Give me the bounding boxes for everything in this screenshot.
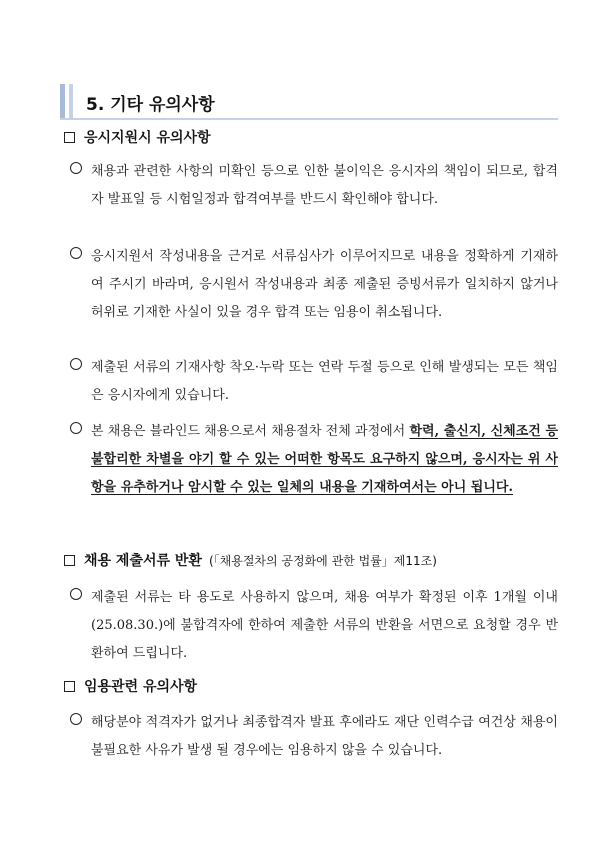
list-item-text-plain: 본 채용은 블라인드 채용으로서 채용절차 전체 과정에서 bbox=[91, 424, 410, 439]
list-item-text: 응시지원서 작성내용을 근거로 서류심사가 이루어지므로 내용을 정확하게 기재하여 주시기 바라며, 응시원서 작성내용과 최종 제출된 증빙서류가 일치하지 않거나 허위로 기재한 사실이 있을 경우 합격 또는 임용이 취소됩니다. bbox=[91, 249, 558, 320]
subsection-title: 임용관련 유의사항 bbox=[84, 679, 198, 695]
circle-bullet-icon bbox=[70, 713, 82, 725]
circle-bullet-icon bbox=[70, 422, 82, 434]
circle-bullet-icon bbox=[70, 588, 82, 600]
list-item-text: 제출된 서류는 타 용도로 사용하지 않으며, 채용 여부가 확정된 이후 1개월 이내(25.08.30.)에 불합격자에 한하여 제출한 서류의 반환을 서면으로 요청할 경우 반환하여 드립니다. bbox=[91, 590, 558, 661]
list-item-text: 채용과 관련한 사항의 미확인 등으로 인한 불이익은 응시자의 책임이 되므로, 합격자 발표일 등 시험일정과 합격여부를 반드시 확인해야 합니다. bbox=[91, 164, 558, 207]
section-header bbox=[60, 84, 558, 120]
subsection-title: 응시지원시 유의사항 bbox=[84, 130, 211, 146]
header-accent-bar-secondary bbox=[69, 84, 73, 120]
list-item-text bbox=[91, 418, 558, 502]
subsection-heading-document-return bbox=[64, 550, 437, 570]
circle-bullet-icon bbox=[70, 162, 82, 174]
header-underline bbox=[60, 118, 558, 120]
checkbox-square-icon bbox=[64, 681, 75, 692]
subsection-note: (「채용절차의 공정화에 관한 법률」제11조) bbox=[208, 553, 437, 568]
header-accent-bar bbox=[60, 84, 65, 120]
list-item bbox=[70, 418, 558, 502]
section-title: 5. 기타 유의사항 bbox=[86, 95, 215, 115]
subsection-heading-application bbox=[64, 127, 211, 147]
subsection-title: 채용 제출서류 반환 bbox=[84, 553, 202, 569]
list-item-text: 해당분야 적격자가 없거나 최종합격자 발표 후에라도 재단 인력수급 여건상 채용이 불필요한 사유가 발생 될 경우에는 임용하지 않을 수 있습니다. bbox=[91, 715, 558, 758]
checkbox-square-icon bbox=[64, 555, 75, 566]
circle-bullet-icon bbox=[70, 358, 82, 370]
list-item bbox=[70, 354, 558, 410]
subsection-heading-appointment bbox=[64, 676, 197, 696]
list-item bbox=[70, 584, 558, 668]
list-item-text: 제출된 서류의 기재사항 착오·누락 또는 연락 두절 등으로 인해 발생되는 모든 책임은 응시자에게 있습니다. bbox=[91, 360, 558, 403]
list-item bbox=[70, 243, 558, 327]
list-item bbox=[70, 709, 558, 765]
checkbox-square-icon bbox=[64, 132, 75, 143]
list-item bbox=[70, 158, 558, 214]
circle-bullet-icon bbox=[70, 247, 82, 259]
list-item-text-emphasis: 학력, 출신지, 신체조건 등 불합리한 차별을 야기 할 수 있는 어떠한 항목도 요구하지 않으며, 응시자는 위 사항을 유추하거나 암시할 수 있는 일체의 내용을 기재하여서는 아니 됩니다. bbox=[91, 424, 558, 495]
